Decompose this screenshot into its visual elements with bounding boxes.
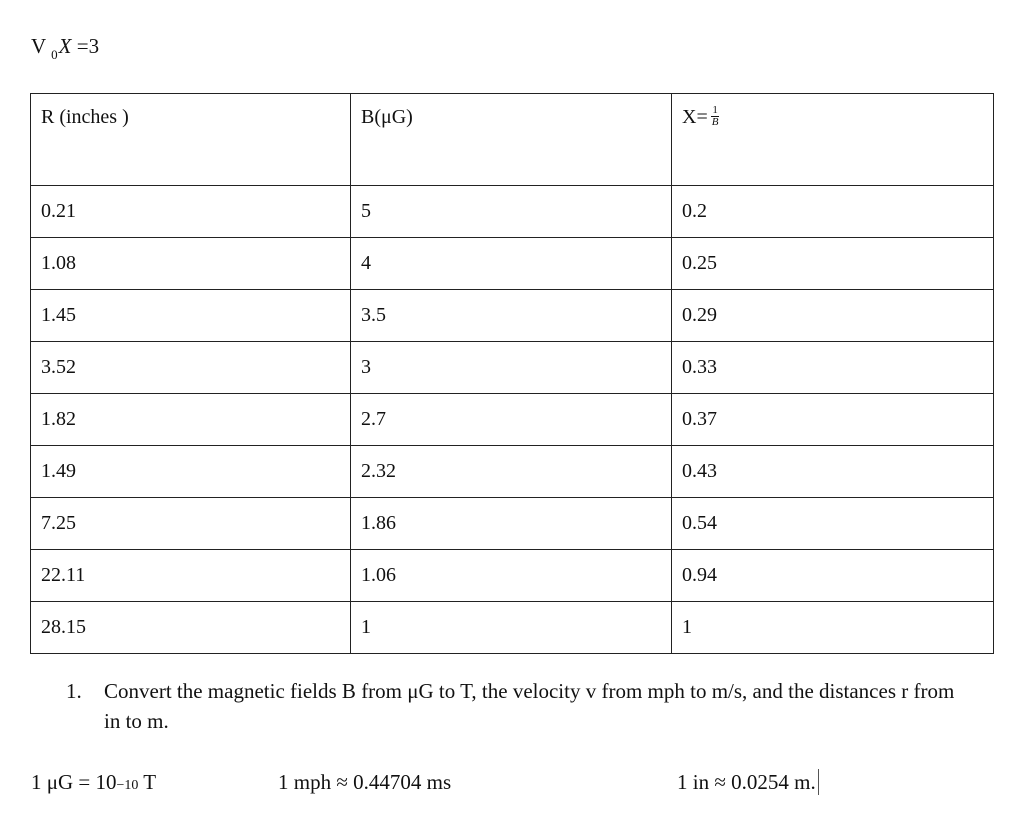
cell-x: 0.37 bbox=[672, 394, 994, 446]
question-number: 1. bbox=[66, 679, 82, 703]
fraction-denominator: B bbox=[711, 115, 719, 128]
table-row bbox=[31, 290, 994, 342]
conversion-microgauss bbox=[31, 767, 156, 801]
header-equation bbox=[31, 32, 99, 63]
header-r: R (inches ) bbox=[31, 94, 351, 186]
fraction-numerator: 1 bbox=[712, 103, 718, 116]
cell-x: 0.94 bbox=[672, 550, 994, 602]
conversion-inch-text: 1 in ≈ 0.0254 m. bbox=[677, 770, 816, 794]
table-row bbox=[31, 394, 994, 446]
fraction-one-over-b bbox=[711, 105, 720, 128]
conversion-microgauss-unit: T bbox=[138, 770, 157, 794]
cell-b: 1 bbox=[351, 602, 672, 654]
v-symbol: V bbox=[31, 34, 47, 58]
x-variable: X bbox=[58, 34, 72, 58]
cell-x: 0.33 bbox=[672, 342, 994, 394]
conversion-mph: 1 mph ≈ 0.44704 ms bbox=[278, 770, 452, 794]
cell-b: 5 bbox=[351, 186, 672, 238]
question-item bbox=[66, 676, 966, 736]
conversion-inch[interactable] bbox=[677, 767, 819, 797]
cell-r: 1.49 bbox=[31, 446, 351, 498]
table-row bbox=[31, 498, 994, 550]
conversion-microgauss-exponent: −10 bbox=[116, 778, 139, 793]
cell-b: 1.06 bbox=[351, 550, 672, 602]
table-row bbox=[31, 602, 994, 654]
text-cursor bbox=[818, 769, 819, 795]
header-x bbox=[672, 94, 994, 186]
cell-r: 0.21 bbox=[31, 186, 351, 238]
cell-x: 0.2 bbox=[672, 186, 994, 238]
header-b: B(μG) bbox=[351, 94, 672, 186]
cell-r: 1.08 bbox=[31, 238, 351, 290]
table-body bbox=[31, 186, 994, 654]
cell-x: 0.54 bbox=[672, 498, 994, 550]
table-row bbox=[31, 186, 994, 238]
cell-b: 3 bbox=[351, 342, 672, 394]
v-subscript: 0 bbox=[51, 47, 58, 62]
question-text: Convert the magnetic fields B from μG to T, the velocity v from mph to m/s, and the distances r from in to m. bbox=[104, 679, 955, 733]
data-table bbox=[30, 93, 994, 654]
cell-r: 1.45 bbox=[31, 290, 351, 342]
cell-b: 2.7 bbox=[351, 394, 672, 446]
header-x-prefix: X= bbox=[682, 106, 708, 128]
cell-b: 1.86 bbox=[351, 498, 672, 550]
table-row bbox=[31, 550, 994, 602]
cell-x: 0.43 bbox=[672, 446, 994, 498]
cell-r: 3.52 bbox=[31, 342, 351, 394]
cell-b: 4 bbox=[351, 238, 672, 290]
cell-x: 0.25 bbox=[672, 238, 994, 290]
cell-x: 1 bbox=[672, 602, 994, 654]
table-header-row bbox=[31, 94, 994, 186]
table-row bbox=[31, 342, 994, 394]
conversion-microgauss-base: 1 μG = 10 bbox=[31, 770, 117, 794]
cell-r: 7.25 bbox=[31, 498, 351, 550]
table-row bbox=[31, 238, 994, 290]
cell-b: 2.32 bbox=[351, 446, 672, 498]
cell-r: 28.15 bbox=[31, 602, 351, 654]
cell-r: 22.11 bbox=[31, 550, 351, 602]
cell-x: 0.29 bbox=[672, 290, 994, 342]
table-row bbox=[31, 446, 994, 498]
cell-b: 3.5 bbox=[351, 290, 672, 342]
equation-value: =3 bbox=[71, 34, 100, 58]
cell-r: 1.82 bbox=[31, 394, 351, 446]
